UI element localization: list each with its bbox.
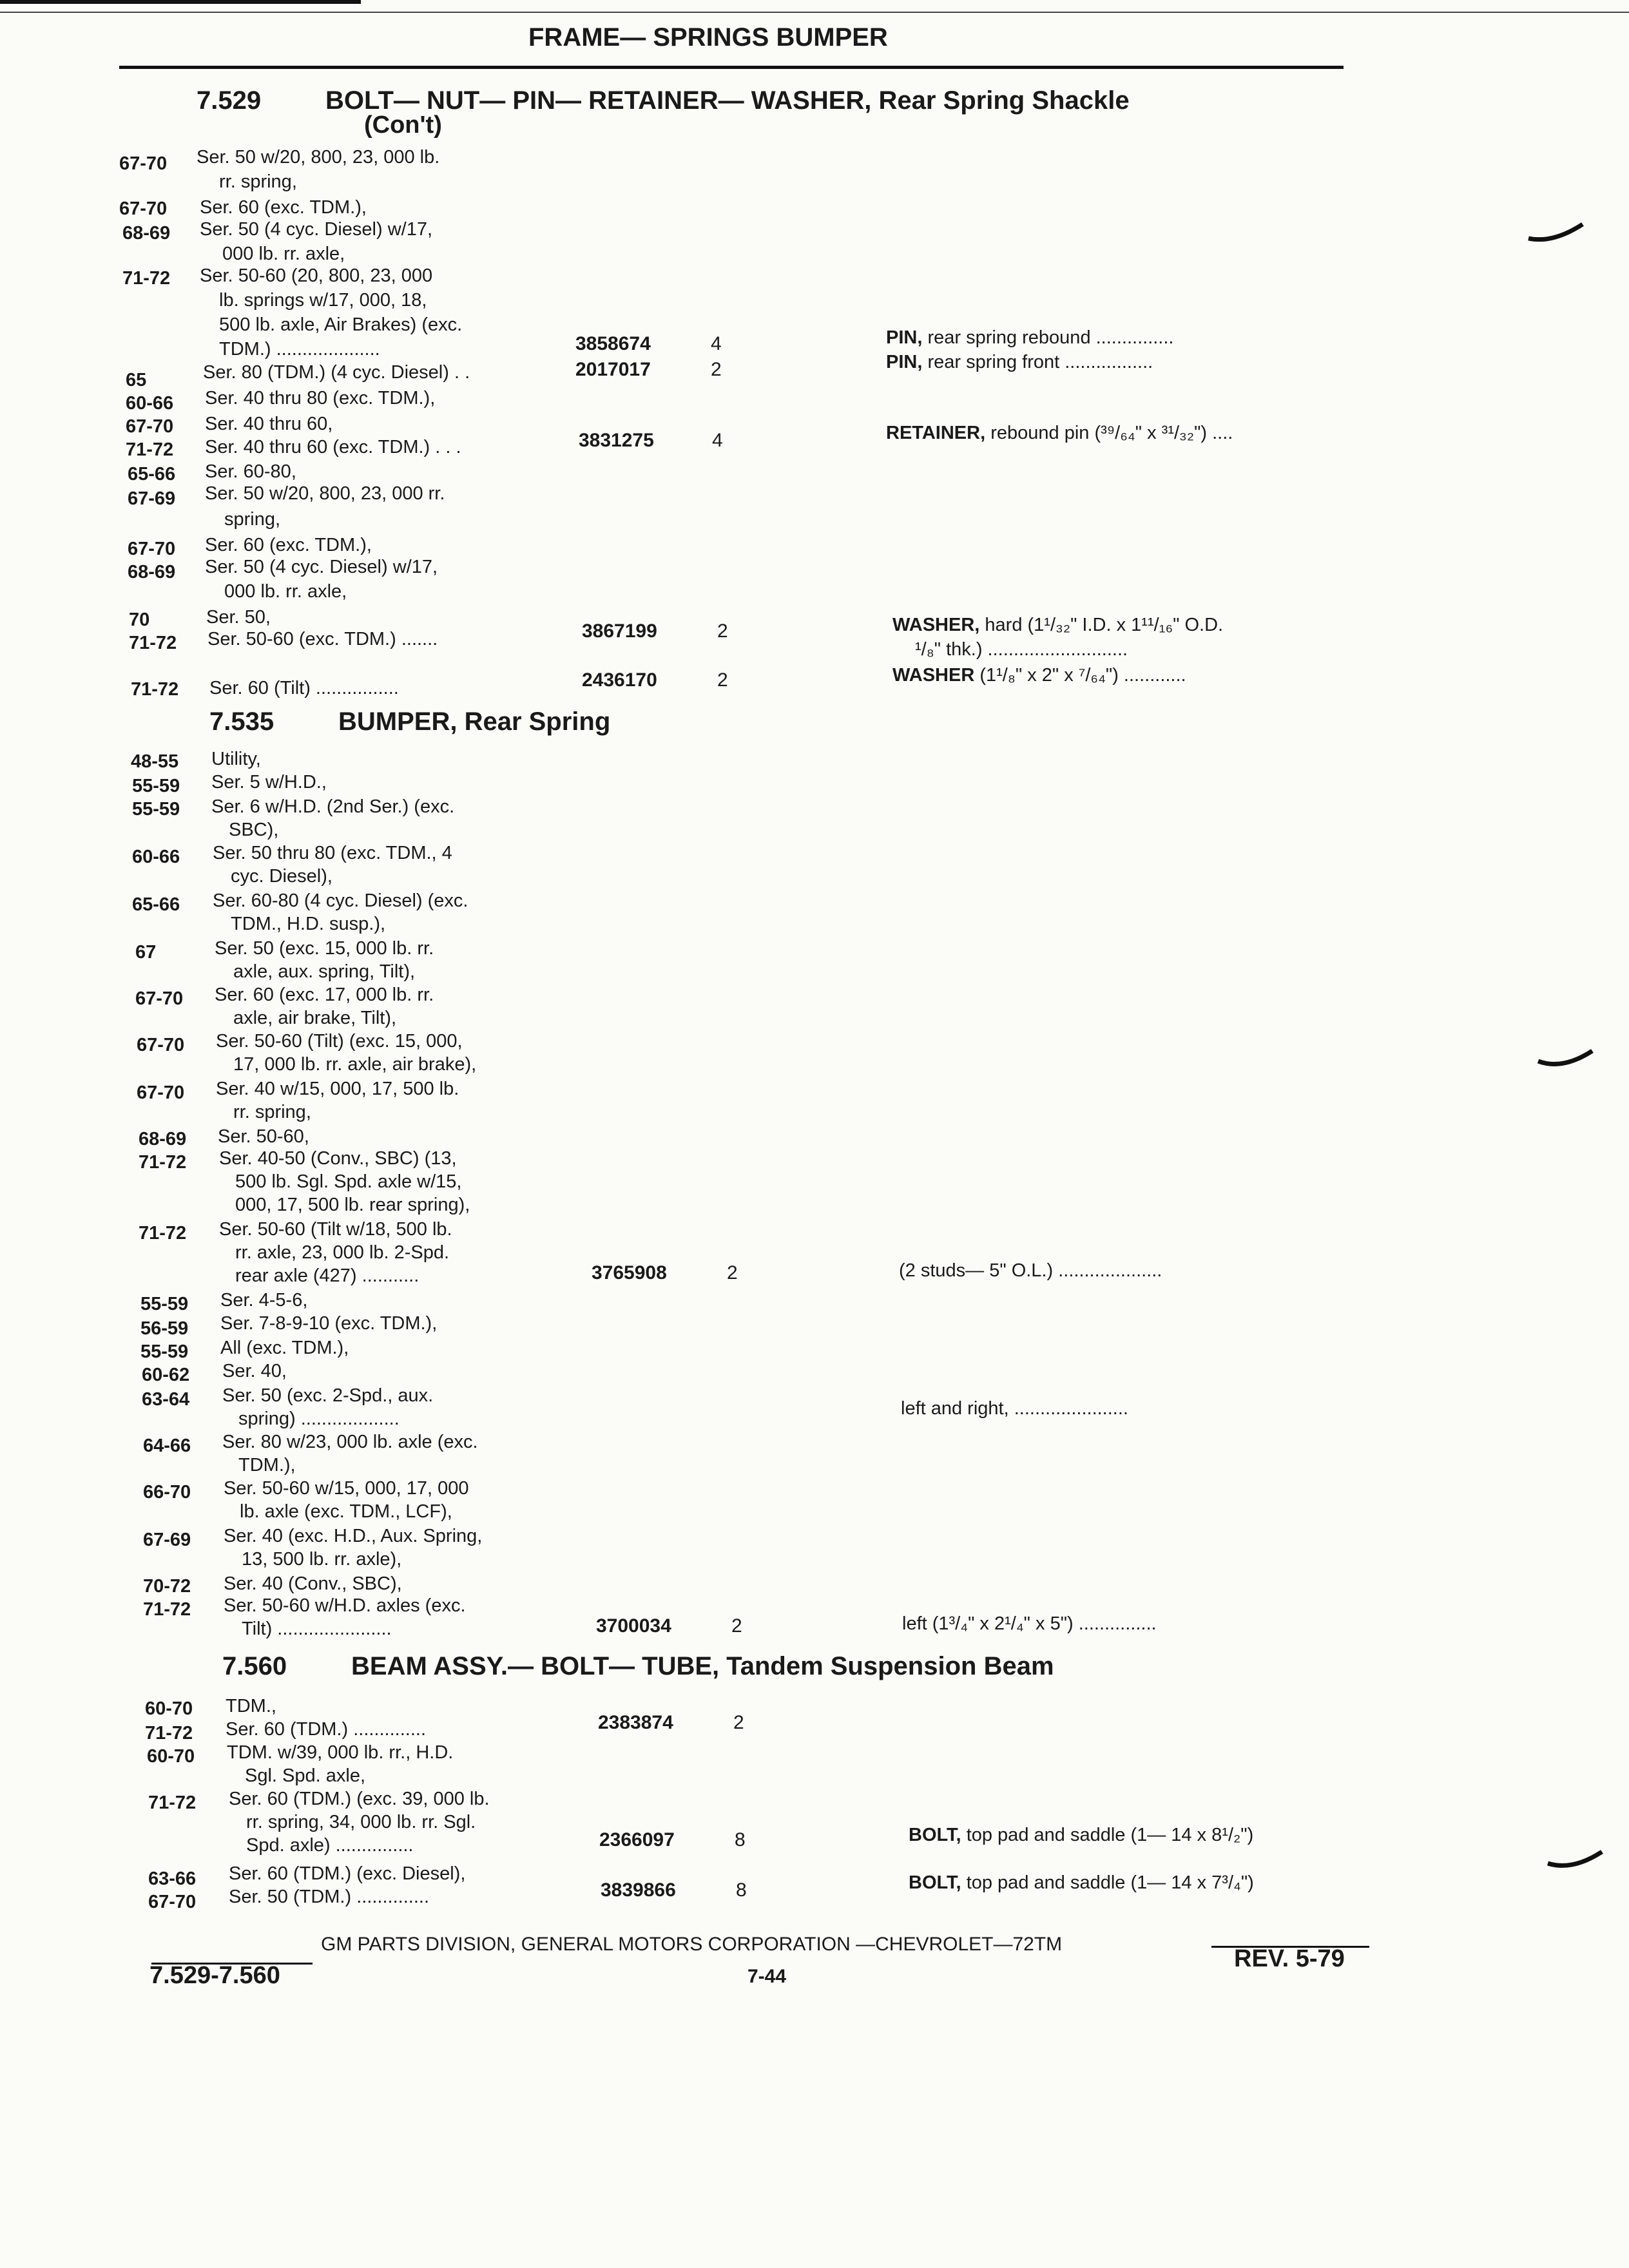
row-description-cont: Tilt) ...................... — [242, 1619, 392, 1639]
part-number: 3765908 — [592, 1262, 667, 1283]
row-description: Ser. 40, — [222, 1361, 287, 1381]
year-range: 71-72 — [143, 1599, 191, 1620]
row-description-cont: Spd. axle) ............... — [246, 1835, 414, 1856]
year-range: 60-70 — [145, 1698, 193, 1719]
part-description — [886, 421, 1233, 445]
row-description: Utility, — [211, 749, 261, 769]
part-description: left (1³/₄" x 2¹/₄" x 5") ............... — [902, 1613, 1157, 1634]
year-range: 55-59 — [140, 1341, 189, 1362]
year-range: 67-70 — [148, 1892, 197, 1912]
section-number: 7.560 — [222, 1652, 287, 1680]
year-range: 68-69 — [139, 1129, 187, 1149]
year-range: 71-72 — [145, 1723, 193, 1744]
row-description-cont: 000, 17, 500 lb. rear spring), — [235, 1195, 470, 1215]
row-description-cont: Sgl. Spd. axle, — [245, 1765, 365, 1786]
row-description: Ser. 50, — [206, 607, 271, 628]
row-description: Ser. 40-50 (Conv., SBC) (13, — [219, 1148, 457, 1169]
quantity: 8 — [736, 1879, 747, 1901]
revision: REV. 5-79 — [1234, 1945, 1345, 1972]
row-description: Ser. 60 (TDM.) (exc. Diesel), — [229, 1863, 466, 1884]
part-number: 3839866 — [601, 1879, 676, 1901]
row-description: Ser. 6 w/H.D. (2nd Ser.) (exc. — [211, 796, 455, 817]
top-edge-rule — [0, 0, 361, 4]
quantity: 2 — [731, 1615, 742, 1637]
row-description: Ser. 40 thru 60 (exc. TDM.) . . . — [205, 437, 461, 457]
quantity: 2 — [733, 1712, 744, 1733]
year-range: 55-59 — [140, 1294, 189, 1314]
row-description: Ser. 5 w/H.D., — [211, 772, 327, 793]
section-heading — [197, 85, 1130, 116]
part-description — [892, 613, 1223, 637]
footer-range: 7.529-7.560 — [149, 1962, 280, 1989]
row-description: Ser. 7-8-9-10 (exc. TDM.), — [220, 1313, 438, 1334]
section-title: BOLT— NUT— PIN— RETAINER— WASHER, Rear Spring Shackle — [325, 86, 1130, 115]
year-range: 67-70 — [137, 1035, 185, 1055]
quantity: 2 — [711, 359, 722, 380]
year-range: 71-72 — [126, 439, 174, 460]
section-number: 7.529 — [197, 86, 262, 115]
row-description: Ser. 40 thru 80 (exc. TDM.), — [205, 388, 436, 408]
year-range: 67-69 — [128, 488, 176, 509]
part-number: 3867199 — [582, 620, 657, 642]
row-description: Ser. 40 thru 60, — [205, 414, 333, 434]
row-description-cont: 13, 500 lb. rr. axle), — [242, 1549, 402, 1570]
page-number: 7-44 — [747, 1966, 787, 1987]
year-range: 67-70 — [128, 539, 176, 559]
year-range: 60-70 — [147, 1746, 195, 1767]
row-description-cont: spring, — [224, 509, 281, 530]
part-description — [892, 664, 1186, 687]
row-description: Ser. 50 w/20, 800, 23, 000 lb. — [197, 147, 440, 168]
row-description: Ser. 50-60, — [218, 1126, 309, 1147]
row-description-cont: SBC), — [229, 820, 279, 840]
binding-mark-icon — [1527, 219, 1585, 245]
row-description: Ser. 50-60 w/H.D. axles (exc. — [224, 1595, 466, 1616]
part-detail: hard (1¹/₃₂" I.D. x 1¹¹/₁₆" O.D. — [985, 615, 1224, 635]
part-number: 2383874 — [598, 1712, 673, 1733]
part-name: PIN, — [886, 352, 923, 372]
row-description: Ser. 40 (Conv., SBC), — [224, 1573, 402, 1594]
row-description-cont: rear axle (427) ........... — [235, 1265, 419, 1286]
row-description-cont: 17, 000 lb. rr. axle, air brake), — [233, 1054, 477, 1075]
footer-division: GM PARTS DIVISION, GENERAL MOTORS CORPORATION —CHEVROLET—72TM — [321, 1934, 1063, 1955]
part-description: (2 studs— 5" O.L.) .................... — [899, 1260, 1162, 1281]
part-description — [909, 1823, 1253, 1847]
year-range: 71-72 — [122, 268, 171, 289]
section-title: BEAM ASSY.— BOLT— TUBE, Tandem Suspension Beam — [351, 1652, 1054, 1680]
year-range: 67-70 — [119, 198, 168, 219]
year-range: 67-70 — [119, 153, 168, 174]
row-description-cont: lb. springs w/17, 000, 18, — [219, 290, 427, 311]
part-detail: rear spring rebound ............... — [927, 327, 1174, 348]
year-range: 60-66 — [126, 393, 174, 414]
year-range: 63-64 — [142, 1389, 190, 1410]
year-range: 71-72 — [139, 1223, 187, 1244]
part-description — [886, 326, 1173, 349]
year-range: 71-72 — [131, 679, 179, 700]
section-heading — [209, 706, 610, 737]
year-range: 71-72 — [129, 633, 177, 653]
row-description-cont: rr. spring, 34, 000 lb. rr. Sgl. — [246, 1812, 476, 1832]
row-description: Ser. 50 (TDM.) .............. — [229, 1887, 429, 1907]
part-detail: rebound pin (³⁹/₆₄" x ³¹/₃₂") .... — [990, 423, 1233, 443]
year-range: 67 — [135, 942, 157, 963]
row-description: Ser. 60-80 (4 cyc. Diesel) (exc. — [213, 890, 468, 911]
year-range: 48-55 — [131, 751, 179, 772]
year-range: 63-66 — [148, 1869, 197, 1889]
header-rule — [119, 66, 1344, 69]
row-description-cont: rr. spring, — [233, 1102, 311, 1122]
row-description: TDM., — [226, 1696, 276, 1716]
row-description: Ser. 50-60 w/15, 000, 17, 000 — [224, 1478, 469, 1499]
row-description: Ser. 60 (exc. TDM.), — [205, 535, 372, 555]
part-number: 2017017 — [575, 359, 651, 380]
year-range: 68-69 — [128, 562, 176, 582]
section-subtitle: (Con't) — [364, 111, 442, 139]
year-range: 64-66 — [143, 1436, 191, 1456]
part-number: 2436170 — [582, 669, 657, 691]
row-description: Ser. 60 (TDM.) .............. — [226, 1719, 426, 1740]
row-description-cont: rr. axle, 23, 000 lb. 2-Spd. — [235, 1242, 450, 1263]
quantity: 4 — [711, 333, 722, 354]
year-range: 65-66 — [132, 894, 180, 915]
part-description — [909, 1871, 1254, 1894]
row-description: Ser. 60 (exc. TDM.), — [200, 197, 367, 218]
year-range: 67-70 — [135, 988, 184, 1009]
binding-mark-icon — [1547, 1849, 1605, 1875]
quantity: 2 — [717, 620, 728, 642]
row-description-cont: 000 lb. rr. axle, — [222, 244, 345, 264]
row-description: Ser. 50-60 (Tilt) (exc. 15, 000, — [216, 1031, 463, 1052]
year-range: 66-70 — [143, 1482, 191, 1503]
part-name: BOLT, — [909, 1825, 961, 1845]
row-description: Ser. 50-60 (Tilt w/18, 500 lb. — [219, 1219, 452, 1240]
year-range: 70-72 — [143, 1576, 191, 1597]
year-range: 68-69 — [122, 223, 171, 244]
part-name: BOLT, — [909, 1872, 961, 1893]
year-range: 71-72 — [139, 1152, 187, 1173]
row-description: Ser. 60 (Tilt) ................ — [209, 678, 399, 698]
row-description: Ser. 50-60 (20, 800, 23, 000 — [200, 265, 433, 286]
part-detail: rear spring front ................. — [927, 352, 1153, 372]
part-detail: (1¹/₈" x 2" x ⁷/₆₄") ............ — [979, 665, 1186, 686]
row-description: TDM. w/39, 000 lb. rr., H.D. — [227, 1742, 454, 1763]
row-description: Ser. 80 (TDM.) (4 cyc. Diesel) . . — [203, 362, 470, 383]
year-range: 60-66 — [132, 847, 180, 867]
year-range: 70 — [129, 610, 150, 630]
row-description: Ser. 60 (TDM.) (exc. 39, 000 lb. — [229, 1789, 490, 1809]
part-name: RETAINER, — [886, 423, 986, 443]
year-range: 56-59 — [140, 1318, 189, 1339]
row-description-cont: 500 lb. Sgl. Spd. axle w/15, — [235, 1171, 462, 1192]
row-description: Ser. 50 w/20, 800, 23, 000 rr. — [205, 483, 445, 504]
row-description-cont: TDM.), — [238, 1455, 296, 1475]
row-description-cont: TDM., H.D. susp.), — [231, 914, 386, 934]
quantity: 2 — [717, 669, 728, 691]
row-description-cont: axle, air brake, Tilt), — [233, 1008, 397, 1028]
binding-mark-icon — [1537, 1047, 1595, 1073]
row-description-cont: cyc. Diesel), — [231, 866, 333, 887]
year-range: 71-72 — [148, 1792, 197, 1813]
row-description-cont: spring) ................... — [238, 1408, 400, 1429]
year-range: 67-70 — [126, 416, 174, 437]
row-description: Ser. 50 (exc. 2-Spd., aux. — [222, 1385, 434, 1406]
row-description: Ser. 80 w/23, 000 lb. axle (exc. — [222, 1432, 478, 1452]
quantity: 2 — [727, 1262, 738, 1283]
row-description: Ser. 40 (exc. H.D., Aux. Spring, — [224, 1526, 483, 1546]
section-number: 7.535 — [209, 707, 275, 736]
year-range: 60-62 — [142, 1365, 190, 1385]
part-description-cont: ¹/₈" thk.) ........................... — [915, 639, 1128, 660]
year-range: 55-59 — [132, 799, 180, 820]
part-number: 2366097 — [599, 1829, 675, 1850]
row-description-cont: 000 lb. rr. axle, — [224, 581, 347, 602]
part-detail: top pad and saddle (1— 14 x 7³/₄") — [966, 1872, 1254, 1893]
row-description: Ser. 4-5-6, — [220, 1290, 308, 1311]
part-number: 3831275 — [579, 430, 654, 451]
part-name: WASHER — [892, 665, 975, 686]
section-heading — [222, 1651, 1054, 1682]
row-description: Ser. 60-80, — [205, 461, 296, 482]
header-top-rule — [0, 12, 1629, 13]
row-description: All (exc. TDM.), — [220, 1338, 349, 1358]
part-name: PIN, — [886, 327, 923, 348]
row-description: Ser. 40 w/15, 000, 17, 500 lb. — [216, 1079, 459, 1099]
row-description: Ser. 50 (4 cyc. Diesel) w/17, — [200, 219, 433, 240]
row-description: Ser. 50-60 (exc. TDM.) ....... — [207, 629, 438, 649]
row-description-cont: rr. spring, — [219, 171, 297, 192]
part-name: WASHER, — [892, 615, 980, 635]
part-description — [886, 351, 1153, 374]
quantity: 4 — [712, 430, 723, 451]
row-description-cont: 500 lb. axle, Air Brakes) (exc. — [219, 314, 463, 335]
part-detail: top pad and saddle (1— 14 x 8¹/₂") — [966, 1825, 1254, 1845]
row-description: Ser. 50 thru 80 (exc. TDM., 4 — [213, 843, 452, 863]
page-header: FRAME— SPRINGS BUMPER — [528, 23, 888, 52]
row-description: Ser. 60 (exc. 17, 000 lb. rr. — [215, 985, 434, 1005]
quantity: 8 — [735, 1829, 746, 1850]
year-range: 65 — [126, 370, 147, 390]
part-number: 3858674 — [575, 333, 651, 354]
year-range: 55-59 — [132, 776, 180, 796]
row-description-cont: lb. axle (exc. TDM., LCF), — [240, 1501, 452, 1522]
row-description: Ser. 50 (exc. 15, 000 lb. rr. — [215, 938, 434, 959]
row-description: Ser. 50 (4 cyc. Diesel) w/17, — [205, 557, 438, 577]
part-description: left and right, ...................... — [901, 1398, 1128, 1419]
row-description-cont: TDM.) .................... — [219, 339, 380, 360]
year-range: 65-66 — [128, 464, 176, 485]
section-title: BUMPER, Rear Spring — [338, 707, 611, 736]
year-range: 67-70 — [137, 1082, 185, 1103]
part-number: 3700034 — [596, 1615, 671, 1637]
year-range: 67-69 — [143, 1530, 191, 1550]
row-description-cont: axle, aux. spring, Tilt), — [233, 961, 416, 982]
